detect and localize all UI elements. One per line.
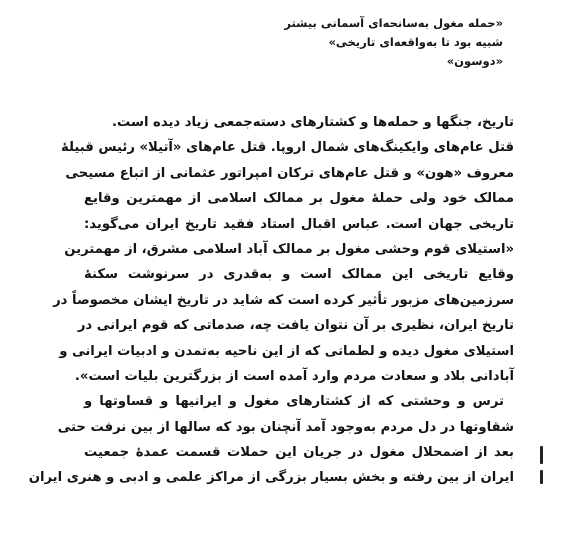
epigraph-line: «حمله مغول به‌سانحه‌ای آسمانی بیشتر [284,16,503,30]
body-line: بعد از اضمحلال مغول در جریان این حملات قسمت عمدهٔ جمعیت [84,445,514,461]
body-line: استیلای مغول دیده و لطماتی که از این ناحیه به‌تمدن و ادبیات ایرانی و [59,343,514,359]
body-paragraphs [28,110,514,491]
body-line: تاریخی جهان است. عباس اقبال استاد فقید تاریخ ایران می‌گوید: [84,216,514,232]
body-line: سرزمین‌های مزبور تأثیر کرده است که شاید در تاریخ ایشان مخصوصاً در [53,292,514,308]
body-line: وقایع تاریخی این ممالک است و به‌قدری در سرنوشت سکنهٔ [84,267,514,283]
body-line: معروف «هون» و قتل عام‌های ترکان امپراتور عثمانی از اتباع مسیحی [65,165,514,181]
body-line: ایران از بین رفته و بخش بسیار بزرگی از مراکز علمی و ادبی و هنری ایران [28,470,514,486]
body-line: ترس و وحشتی که از کشتارهای مغول و ایرانیها و قساوتها و [84,394,504,410]
margin-mark [540,446,543,464]
epigraph-line: شبیه بود تا به‌واقعه‌ای تاریخی» [328,35,503,49]
body-line: شقاوتها در دل مردم به‌وجود آمد آنچنان بود که سالها از بین نرفت حتی [57,419,514,435]
epigraph-quote [243,14,503,71]
body-line: قتل عام‌های وایکینگ‌های شمال اروپا. قتل عام‌های «آتیلا» رئیس قبیلهٔ [61,140,514,156]
body-line: تاریخ ایران، نظیری بر آن نتوان یافت چه، صدماتی که قوم ایرانی در [77,318,514,334]
body-line: تاریخ، جنگها و حمله‌ها و کشتارهای دسته‌جمعی زیاد دیده است. [112,115,514,130]
margin-mark [540,470,543,484]
body-line: ممالک خود ولی حملهٔ مغول بر ممالک اسلامی از مهمترین وقایع [84,191,514,207]
body-line: آبادانی بلاد و سعادت مردم وارد آمده است از بزرگترین بلیات است». [74,368,514,384]
body-line: «استیلای قوم وحشی مغول بر ممالک آباد اسلامی مشرق، از مهمترین [64,241,514,257]
epigraph-attribution: «دوسون» [446,54,503,68]
